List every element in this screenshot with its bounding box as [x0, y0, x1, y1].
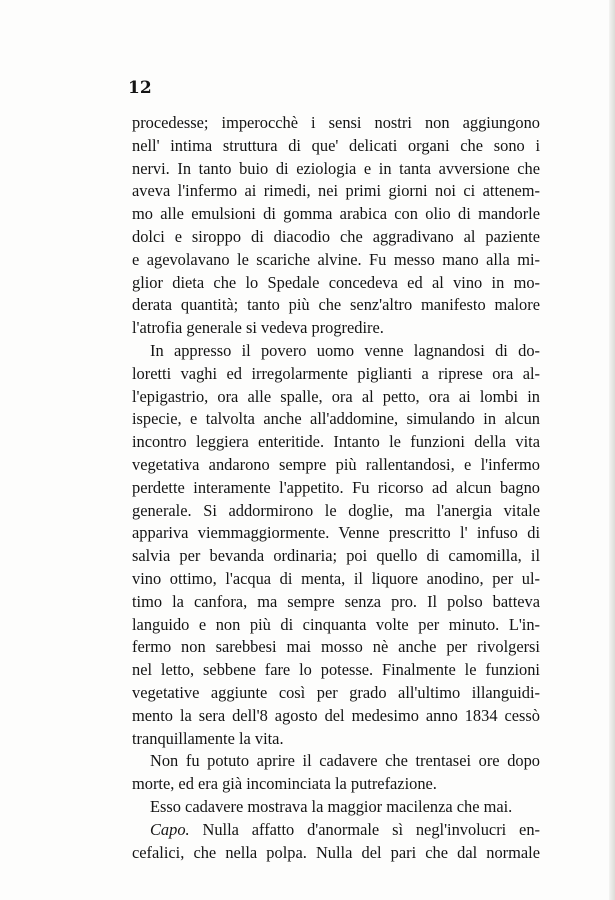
text-line: cefalici, che nella polpa. Nulla del pari che dal normale	[132, 842, 540, 862]
paragraph	[132, 112, 540, 340]
text-line: l'epigastrio, ora alle spalle, ora al petto, ora ai lombi in	[132, 386, 540, 406]
text-line: nel letto, sebbene fare lo potesse. Finalmente le funzioni	[132, 660, 540, 680]
page-body-text	[132, 112, 540, 864]
text-line: loretti vaghi ed irregolarmente piglianti a riprese ora al-	[132, 363, 540, 383]
text-line-body: Nulla affatto d'anormale sì negl'involucri en-	[202, 819, 540, 839]
text-line: Non fu potuto aprire il cadavere che trentasei ore dopo	[150, 751, 540, 771]
text-line: In appresso il povero uomo venne lagnandosi di do-	[150, 340, 540, 360]
text-line: Esso cadavere mostrava la maggior macilenza che mai.	[150, 796, 513, 816]
text-line: derata quantità; tanto più che senz'altro manifesto malore	[132, 295, 540, 315]
text-line: languido e non più di cinquanta volte per minuto. L'in-	[132, 614, 540, 634]
paragraph	[132, 340, 540, 750]
text-line: perdette interamente l'appetito. Fu ricorso ad alcun bagno	[132, 477, 540, 497]
paragraph	[132, 796, 540, 819]
text-line: l'atrofia generale si vedeva progredire.	[132, 318, 384, 338]
paragraph	[132, 819, 540, 865]
page-edge-shadow	[609, 0, 615, 900]
text-line: nell' intima struttura di que' delicati organi che sono i	[132, 135, 540, 155]
text-line: incontro leggiera enteritide. Intanto le funzioni della vita	[132, 432, 540, 452]
text-line: ispecie, e talvolta anche all'addomine, simulando in alcun	[132, 409, 540, 429]
text-line: appariva viemmaggiormente. Venne prescritto l' infuso di	[132, 523, 540, 543]
text-line: timo la canfora, ma sempre senza pro. Il polso batteva	[132, 591, 540, 611]
text-line: aveva l'infermo ai rimedi, nei primi giorni noi ci attenem-	[132, 181, 540, 201]
text-line: mo alle emulsioni di gomma arabica con olio di mandorle	[132, 204, 540, 224]
text-line: procedesse; imperocchè i sensi nostri non aggiungono	[132, 113, 540, 132]
text-line: vegetativa andarono sempre più rallentandosi, e l'infermo	[132, 454, 540, 474]
text-line: morte, ed era già incominciata la putrefazione.	[132, 774, 437, 794]
page-number: 12	[128, 78, 152, 98]
text-line: generale. Si addormirono le doglie, ma l'anergia vitale	[132, 500, 540, 520]
text-line: nervi. In tanto buio di eziologia e in tanta avversione che	[132, 158, 540, 178]
text-line: vino ottimo, l'acqua di menta, il liquore anodino, per ul-	[132, 568, 540, 588]
section-heading-capo: Capo.	[150, 819, 190, 839]
text-line	[132, 819, 540, 842]
text-line: salvia per bevanda ordinaria; poi quello di camomilla, il	[132, 546, 540, 566]
text-line: fermo non sarebbesi mai mosso nè anche per rivolgersi	[132, 637, 540, 657]
text-line: tranquillamente la vita.	[132, 728, 284, 748]
text-line: e agevolavano le scariche alvine. Fu messo mano alla mi-	[132, 249, 540, 269]
paragraph	[132, 750, 540, 796]
text-line: dolci e siroppo di diacodio che aggradivano al paziente	[132, 226, 540, 246]
text-line: mento la sera dell'8 agosto del medesimo anno 1834 cessò	[132, 705, 540, 725]
text-line: vegetative aggiunte così per grado all'ultimo illanguidi-	[132, 682, 540, 702]
text-line: glior dieta che lo Spedale concedeva ed al vino in mo-	[132, 272, 540, 292]
